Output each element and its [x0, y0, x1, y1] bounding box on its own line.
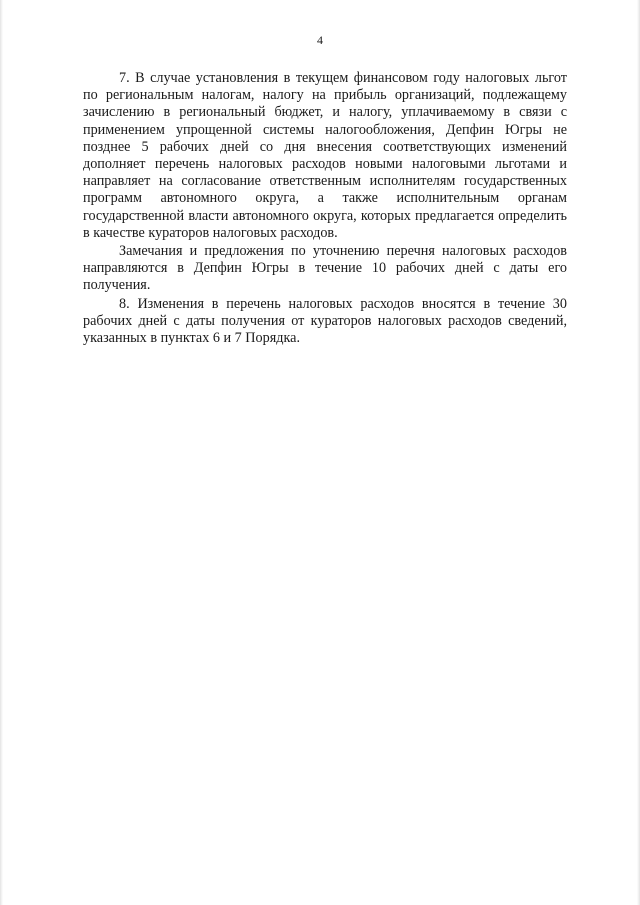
paragraph-remarks: Замечания и предложения по уточнению перечня налоговых расходов направляются в Депфин Югры в течение 10 рабочих дней с даты его получения.	[83, 243, 567, 294]
paragraph-item-7: 7. В случае установления в текущем финансовом году налоговых льгот по региональным налогам, налогу на прибыль организаций, подлежащему зачислению в региональный бюджет, и налогу, уплачиваемому в связи с применением упрощенной системы налогообложения, Депфин Югры не позднее 5 рабочих дней со дня внесения соответствующих изменений дополняет перечень налоговых расходов новыми налоговыми льготами и направляет на согласование ответственным исполнителям государственных программ автономного округа, а также исполнительным органам государственной власти автономного округа, которых предлагается определить в качестве кураторов налоговых расходов.	[83, 70, 567, 241]
page-number: 4	[317, 33, 323, 47]
scan-edge-left	[0, 0, 3, 905]
document-body	[83, 70, 567, 348]
paragraph-item-8: 8. Изменения в перечень налоговых расходов вносятся в течение 30 рабочих дней с даты получения от кураторов налоговых расходов сведений, указанных в пунктах 6 и 7 Порядка.	[83, 295, 567, 347]
